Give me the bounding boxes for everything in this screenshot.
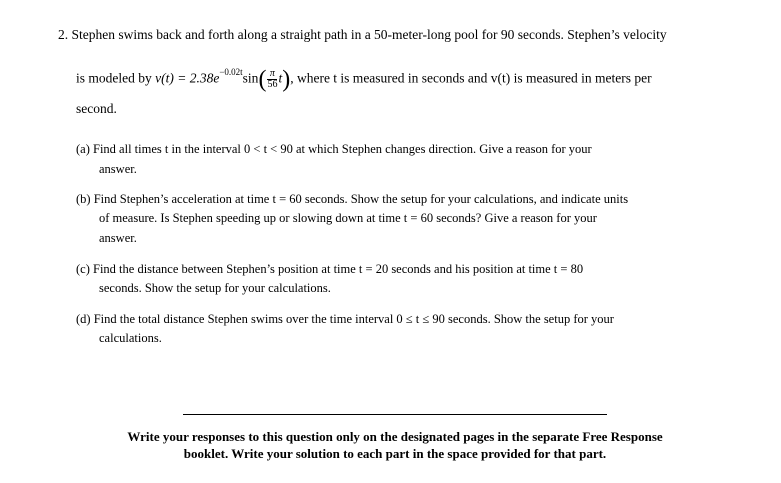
fraction-denominator: 56 xyxy=(267,78,278,90)
velocity-lhs: v(t) = 2.38e xyxy=(155,70,220,86)
velocity-exponent: −0.02t xyxy=(219,67,243,77)
sin-label: sin xyxy=(242,70,259,86)
pi-over-56-fraction xyxy=(267,69,277,90)
part-a-line-1: Find all times t in the interval 0 < t < 90 at which Stephen changes direction. Give a reason for your xyxy=(93,142,592,156)
fraction-numerator: π xyxy=(267,69,277,80)
part-b-line-2: of measure. Is Stephen speeding up or slowing down at time t = 60 seconds? Give a reason for your xyxy=(99,211,597,225)
footer-instruction-1: Write your responses to this question only on the designated pages in the separate Free Response xyxy=(127,429,663,444)
footer-divider xyxy=(183,414,607,415)
close-paren: ) xyxy=(282,66,291,93)
part-d-line-2: calculations. xyxy=(99,331,162,345)
part-c-line-2: seconds. Show the setup for your calculations. xyxy=(99,281,331,295)
question-text-2-prefix: is modeled by xyxy=(76,70,152,86)
part-d-label: (d) xyxy=(76,312,91,326)
part-d-line-1: Find the total distance Stephen swims over the time interval 0 ≤ t ≤ 90 seconds. Show the setup for your xyxy=(93,312,614,326)
question-line-1 xyxy=(58,27,667,43)
question-line-3 xyxy=(76,101,117,117)
question-line-2 xyxy=(76,66,652,93)
footer-instruction-2: booklet. Write your solution to each part in the space provided for that part. xyxy=(183,446,607,461)
part-d xyxy=(76,311,614,327)
part-b-line-1: Find Stephen’s acceleration at time t = 60 seconds. Show the setup for your calculations, and indicate units xyxy=(93,192,629,206)
part-c-label: (c) xyxy=(76,262,90,276)
part-a-label: (a) xyxy=(76,142,90,156)
question-text-3: second. xyxy=(76,101,117,116)
part-b-label: (b) xyxy=(76,192,91,206)
question-number: 2. xyxy=(58,27,69,42)
part-b xyxy=(76,191,628,207)
fraction-variable: t xyxy=(278,70,283,86)
open-paren: ( xyxy=(258,66,267,93)
part-a-line-2: answer. xyxy=(99,162,137,176)
part-c xyxy=(76,261,583,277)
part-a xyxy=(76,141,592,157)
question-text-1: Stephen swims back and forth along a straight path in a 50-meter-long pool for 90 seconds. Stephen’s velocity xyxy=(71,27,667,42)
question-text-2-suffix: , where t is measured in seconds and v(t) is measured in meters per xyxy=(290,70,652,86)
part-c-line-1: Find the distance between Stephen’s position at time t = 20 seconds and his position at time t = 80 xyxy=(93,262,584,276)
part-b-line-3: answer. xyxy=(99,231,137,245)
